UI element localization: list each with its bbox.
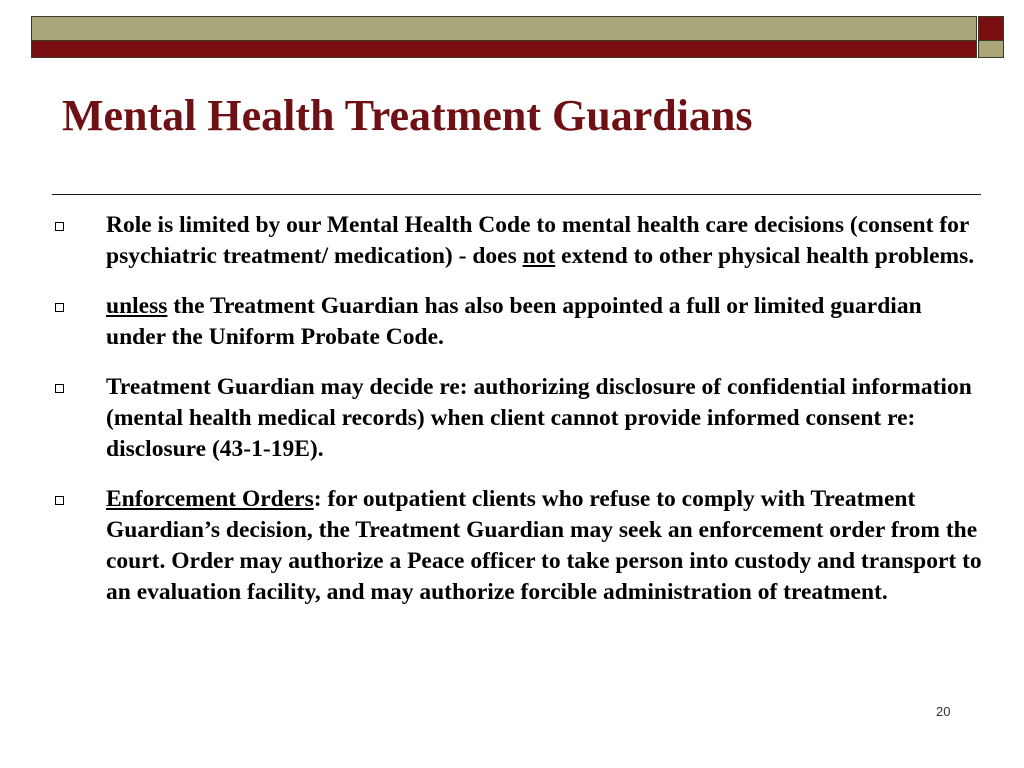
square-bullet-icon — [55, 222, 64, 231]
bullet-text: the Treatment Guardian has also been appointed a full or limited guardian under the Uniform Probate Code. — [106, 293, 922, 350]
title-divider — [52, 194, 981, 195]
bullet-text: : for outpatient clients who refuse to comply with Treatment Guardian’s decision, the Treatment Guardian may seek an enforcement order from the court. Order may authorize a Peace officer to take person into custody and transport to an evaluation facility, and may authorize forcible administration of treatment. — [106, 486, 982, 605]
bullet-underlined-text: not — [522, 243, 556, 269]
corner-square-maroon — [978, 16, 1004, 41]
bullet-text: Treatment Guardian may decide re: authorizing disclosure of confidential information (mental health medical records) when client cannot provide informed consent re: disclosure (43-1-19E). — [106, 374, 972, 462]
square-bullet-icon — [55, 384, 64, 393]
corner-square-olive — [978, 41, 1004, 58]
bullet-list — [52, 210, 982, 627]
header-olive-stripe — [32, 17, 976, 41]
bullet-item-enforcement — [52, 484, 982, 608]
bullet-underlined-text: Enforcement Orders — [106, 486, 314, 512]
bullet-item-disclosure — [52, 372, 982, 465]
header-decoration-bar — [31, 16, 977, 58]
square-bullet-icon — [55, 303, 64, 312]
bullet-item-unless — [52, 291, 982, 353]
bullet-text: extend to other physical health problems. — [555, 243, 975, 269]
bullet-item-role — [52, 210, 982, 272]
bullet-text: Role is limited by our Mental Health Code to mental health care decisions (consent for psychiatric treatment/ medication) - does — [106, 212, 969, 269]
page-number: 20 — [936, 704, 951, 719]
square-bullet-icon — [55, 496, 64, 505]
bullet-underlined-text: unless — [106, 293, 168, 319]
slide-title: Mental Health Treatment Guardians — [62, 91, 753, 140]
